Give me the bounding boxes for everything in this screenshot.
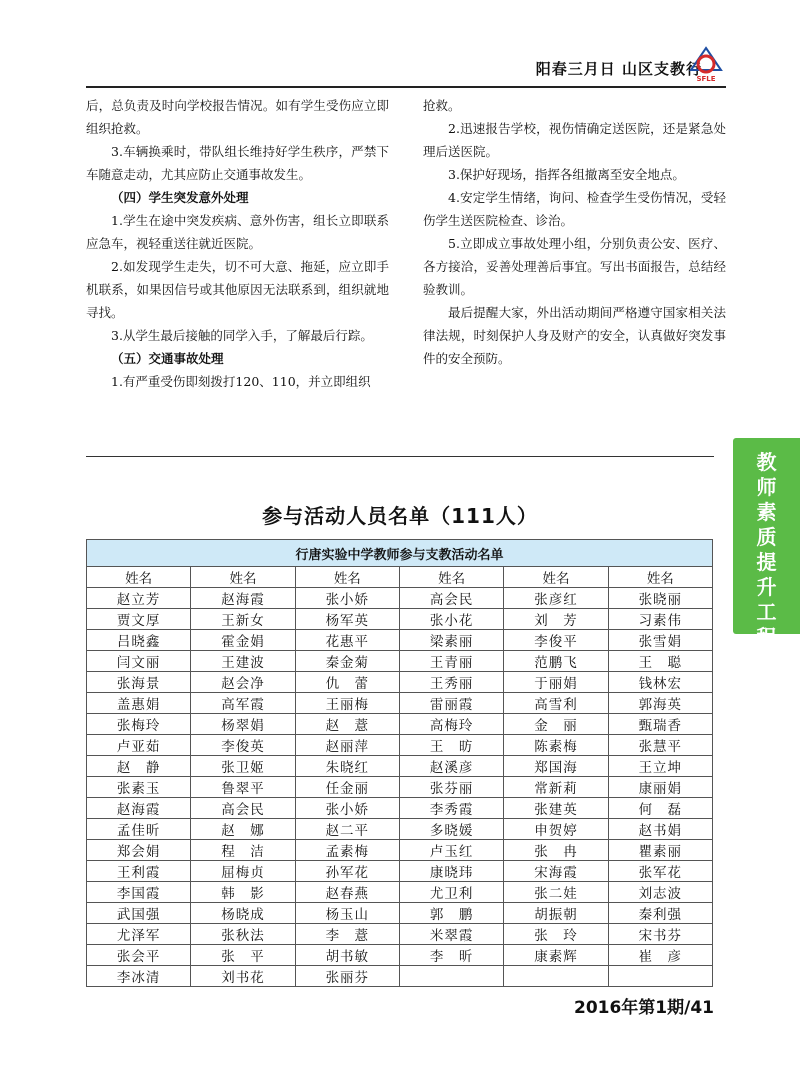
table-row <box>87 861 713 882</box>
right-column <box>423 94 726 370</box>
name-cell: 赵溪彦 <box>399 756 503 777</box>
name-cell: 张彦红 <box>504 588 608 609</box>
name-cell: 申贺婷 <box>504 819 608 840</box>
name-cell: 朱晓红 <box>295 756 399 777</box>
name-cell: 高会民 <box>399 588 503 609</box>
name-cell: 雷丽霞 <box>399 693 503 714</box>
table-row <box>87 651 713 672</box>
paragraph: 5.立即成立事故处理小组，分别负责公安、医疗、各方接洽，妥善处理善后事宜。写出书面报告，总结经验教训。 <box>423 236 726 297</box>
name-cell: 张小花 <box>399 609 503 630</box>
name-cell: 尤卫利 <box>399 882 503 903</box>
column-header: 姓名 <box>504 567 608 588</box>
name-cell: 卢玉红 <box>399 840 503 861</box>
name-cell: 郭 鹏 <box>399 903 503 924</box>
name-cell: 武国强 <box>87 903 191 924</box>
name-cell: 高雪利 <box>504 693 608 714</box>
name-cell: 王利霞 <box>87 861 191 882</box>
name-cell: 秦金菊 <box>295 651 399 672</box>
name-cell: 瞿素丽 <box>608 840 712 861</box>
page-number: 2016年第1期/41 <box>573 998 714 1018</box>
name-cell: 张慧平 <box>608 735 712 756</box>
name-cell: 多晓媛 <box>399 819 503 840</box>
name-cell: 孟素梅 <box>295 840 399 861</box>
name-cell: 张海景 <box>87 672 191 693</box>
sidebar-char: 教 <box>756 450 777 474</box>
name-cell: 李秀霞 <box>399 798 503 819</box>
table-caption-row <box>87 540 713 567</box>
logo-icon <box>688 46 724 84</box>
table-row <box>87 588 713 609</box>
name-cell: 赵海霞 <box>87 798 191 819</box>
column-header: 姓名 <box>191 567 295 588</box>
name-cell: 吕晓鑫 <box>87 630 191 651</box>
roster-table <box>86 539 713 987</box>
name-cell: 赵 静 <box>87 756 191 777</box>
name-cell: 张小娇 <box>295 798 399 819</box>
name-cell: 李 昕 <box>399 945 503 966</box>
name-cell: 闫文丽 <box>87 651 191 672</box>
name-cell: 杨玉山 <box>295 903 399 924</box>
name-cell: 王 聪 <box>608 651 712 672</box>
table-row <box>87 882 713 903</box>
body-text <box>86 94 726 414</box>
name-cell: 赵会净 <box>191 672 295 693</box>
name-cell: 米翠霞 <box>399 924 503 945</box>
table-row <box>87 609 713 630</box>
svg-text:SFLE: SFLE <box>696 75 716 83</box>
name-cell: 孟佳昕 <box>87 819 191 840</box>
name-cell: 高军霞 <box>191 693 295 714</box>
sidebar-char: 工 <box>756 600 777 624</box>
table-row <box>87 735 713 756</box>
name-cell: 李 薏 <box>295 924 399 945</box>
name-cell: 赵 娜 <box>191 819 295 840</box>
section-divider <box>86 456 714 457</box>
paragraph: 后，总负责及时向学校报告情况。如有学生受伤应立即组织抢救。 <box>86 98 389 136</box>
table-row <box>87 693 713 714</box>
table-row <box>87 756 713 777</box>
name-cell: 尤泽军 <box>87 924 191 945</box>
name-cell: 孙军花 <box>295 861 399 882</box>
name-cell: 李国霞 <box>87 882 191 903</box>
name-cell <box>504 966 608 987</box>
name-cell: 花惠平 <box>295 630 399 651</box>
name-cell: 郑会娟 <box>87 840 191 861</box>
name-cell: 胡振朝 <box>504 903 608 924</box>
name-cell: 张二娃 <box>504 882 608 903</box>
paragraph: 抢救。 <box>423 98 461 113</box>
name-cell: 张丽芬 <box>295 966 399 987</box>
name-cell: 李冰清 <box>87 966 191 987</box>
table-row <box>87 777 713 798</box>
paragraph: 最后提醒大家，外出活动期间严格遵守国家相关法律法规，时刻保护人身及财产的安全，认真做好突发事件的安全预防。 <box>423 305 726 366</box>
table-header-row <box>87 567 713 588</box>
column-header: 姓名 <box>295 567 399 588</box>
table-row <box>87 840 713 861</box>
sidebar-char: 素 <box>756 500 777 524</box>
paragraph: 2.如发现学生走失，切不可大意、拖延，应立即手机联系，如果因信号或其他原因无法联系到，组织就地寻找。 <box>86 259 389 320</box>
name-cell: 赵 薏 <box>295 714 399 735</box>
name-cell: 赵立芳 <box>87 588 191 609</box>
table-row <box>87 798 713 819</box>
name-cell: 郑国海 <box>504 756 608 777</box>
name-cell: 秦利强 <box>608 903 712 924</box>
section-heading: （五）交通事故处理 <box>111 351 224 366</box>
paragraph: 3.从学生最后接触的同学入手，了解最后行踪。 <box>111 328 373 343</box>
name-cell: 贾文厚 <box>87 609 191 630</box>
table-row <box>87 945 713 966</box>
table-row <box>87 714 713 735</box>
name-cell: 张建英 <box>504 798 608 819</box>
table-row <box>87 966 713 987</box>
paragraph: 2.迅速报告学校，视伤情确定送医院，还是紧急处理后送医院。 <box>423 121 726 159</box>
name-cell: 何 磊 <box>608 798 712 819</box>
name-cell: 张 玲 <box>504 924 608 945</box>
name-cell: 程 洁 <box>191 840 295 861</box>
name-cell: 赵春燕 <box>295 882 399 903</box>
name-cell: 郭海英 <box>608 693 712 714</box>
name-cell: 宋书芬 <box>608 924 712 945</box>
sidebar-char: 提 <box>756 550 777 574</box>
name-cell: 王秀丽 <box>399 672 503 693</box>
name-cell: 康晓玮 <box>399 861 503 882</box>
name-cell: 鲁翠平 <box>191 777 295 798</box>
name-cell: 李俊英 <box>191 735 295 756</box>
name-cell: 常新莉 <box>504 777 608 798</box>
name-cell: 张晓丽 <box>608 588 712 609</box>
table-row <box>87 903 713 924</box>
paragraph: 1.有严重受伤即刻拨打120、110，并立即组织 <box>111 374 371 389</box>
name-cell: 霍金娟 <box>191 630 295 651</box>
name-cell: 张小娇 <box>295 588 399 609</box>
name-cell: 张 冉 <box>504 840 608 861</box>
name-cell: 赵海霞 <box>191 588 295 609</box>
table-row <box>87 672 713 693</box>
name-cell: 张军花 <box>608 861 712 882</box>
name-cell: 钱林宏 <box>608 672 712 693</box>
name-cell: 王青丽 <box>399 651 503 672</box>
name-cell: 范鹏飞 <box>504 651 608 672</box>
section-title: 参与活动人员名单（111人） <box>262 504 538 528</box>
name-cell: 于丽娟 <box>504 672 608 693</box>
name-cell: 张卫姬 <box>191 756 295 777</box>
name-cell <box>608 966 712 987</box>
name-cell: 甄瑞香 <box>608 714 712 735</box>
name-cell: 赵丽萍 <box>295 735 399 756</box>
column-header: 姓名 <box>608 567 712 588</box>
header-rule <box>86 86 726 88</box>
name-cell: 崔 彦 <box>608 945 712 966</box>
name-cell: 金 丽 <box>504 714 608 735</box>
name-cell: 习素伟 <box>608 609 712 630</box>
table-caption: 行唐实验中学教师参与支教活动名单 <box>87 540 713 567</box>
name-cell: 屈梅贞 <box>191 861 295 882</box>
page-header <box>0 0 800 90</box>
name-cell: 康素辉 <box>504 945 608 966</box>
name-cell: 张雪娟 <box>608 630 712 651</box>
paragraph: 4.安定学生情绪，询问、检查学生受伤情况，受轻伤学生送医院检查、诊治。 <box>423 190 726 228</box>
section-heading: （四）学生突发意外处理 <box>111 190 249 205</box>
name-cell: 王立坤 <box>608 756 712 777</box>
name-cell: 任金丽 <box>295 777 399 798</box>
name-cell: 赵二平 <box>295 819 399 840</box>
name-cell: 杨军英 <box>295 609 399 630</box>
name-cell: 王新女 <box>191 609 295 630</box>
name-cell: 康丽娟 <box>608 777 712 798</box>
name-cell: 胡书敏 <box>295 945 399 966</box>
running-title: 阳春三月日 山区支教行 <box>535 60 702 78</box>
sidebar-char: 师 <box>756 475 777 499</box>
name-cell: 卢亚茹 <box>87 735 191 756</box>
name-cell: 王丽梅 <box>295 693 399 714</box>
column-header: 姓名 <box>399 567 503 588</box>
column-header: 姓名 <box>87 567 191 588</box>
paragraph: 1.学生在途中突发疾病、意外伤害，组长立即联系应急车，视轻重送往就近医院。 <box>86 213 389 251</box>
table-row <box>87 924 713 945</box>
name-cell: 李俊平 <box>504 630 608 651</box>
name-cell: 杨晓成 <box>191 903 295 924</box>
name-cell: 王建波 <box>191 651 295 672</box>
name-cell: 盖惠娟 <box>87 693 191 714</box>
name-cell: 张芬丽 <box>399 777 503 798</box>
sidebar-char: 质 <box>756 525 777 549</box>
name-cell: 张会平 <box>87 945 191 966</box>
name-cell: 高会民 <box>191 798 295 819</box>
left-column <box>86 94 389 393</box>
sidebar-char: 程 <box>756 625 777 649</box>
name-cell: 高梅玲 <box>399 714 503 735</box>
name-cell: 韩 影 <box>191 882 295 903</box>
paragraph: 3.车辆换乘时，带队组长维持好学生秩序，严禁下车随意走动，尤其应防止交通事故发生。 <box>86 144 389 182</box>
name-cell: 仇 蕾 <box>295 672 399 693</box>
name-cell: 张秋法 <box>191 924 295 945</box>
sidebar-tab <box>733 438 800 649</box>
name-cell: 杨翠娟 <box>191 714 295 735</box>
name-cell: 梁素丽 <box>399 630 503 651</box>
name-cell: 张 平 <box>191 945 295 966</box>
name-cell: 刘 芳 <box>504 609 608 630</box>
name-cell: 刘书花 <box>191 966 295 987</box>
sidebar-char: 升 <box>756 575 777 599</box>
name-cell: 张素玉 <box>87 777 191 798</box>
name-cell: 宋海霞 <box>504 861 608 882</box>
name-cell: 张梅玲 <box>87 714 191 735</box>
table-row <box>87 819 713 840</box>
name-cell: 刘志波 <box>608 882 712 903</box>
table-row <box>87 630 713 651</box>
name-cell: 陈素梅 <box>504 735 608 756</box>
name-cell: 王 昉 <box>399 735 503 756</box>
paragraph: 3.保护好现场，指挥各组撤离至安全地点。 <box>448 167 685 182</box>
name-cell <box>399 966 503 987</box>
name-cell: 赵书娟 <box>608 819 712 840</box>
